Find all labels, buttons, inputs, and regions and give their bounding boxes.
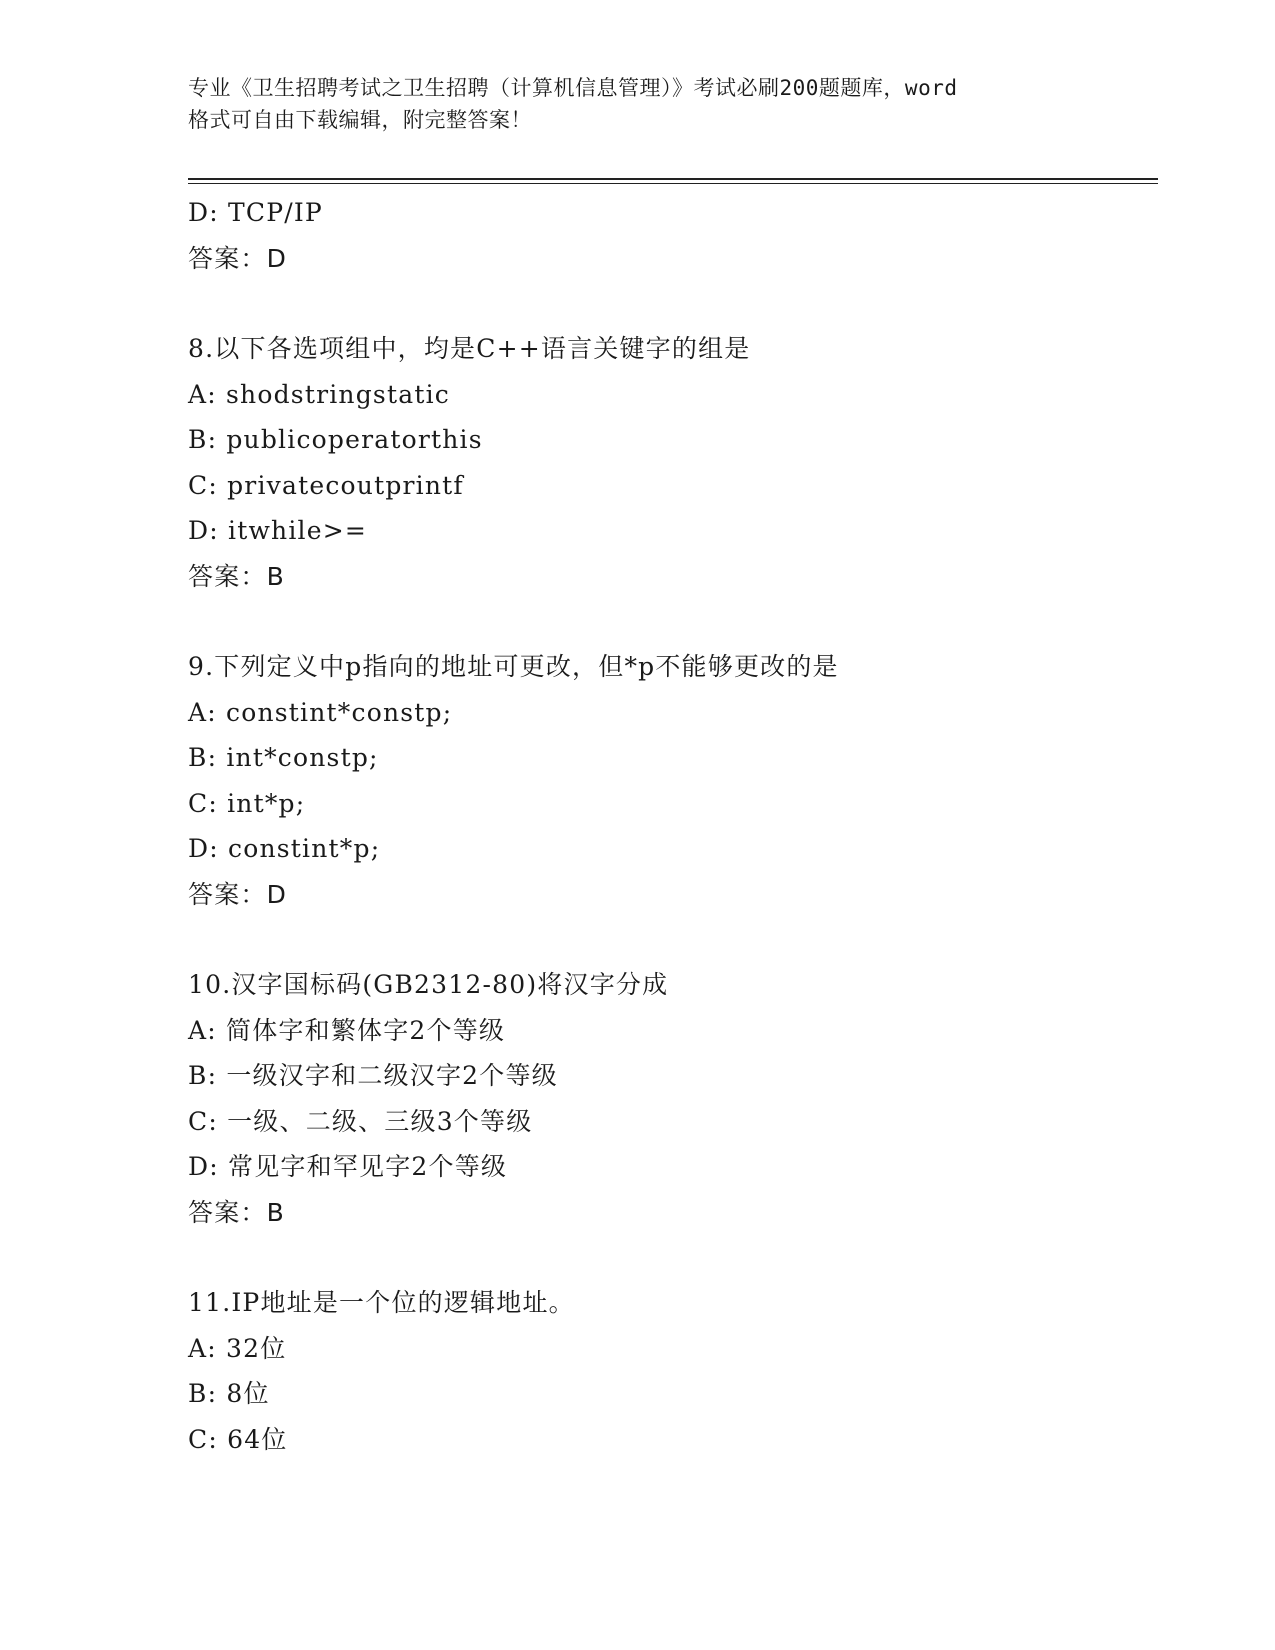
option-d: D: itwhile>= [188,516,368,545]
answer-line: 答案：B [188,561,285,591]
question-block-8 [188,326,1158,599]
answer-line: 答案：B [188,1197,285,1227]
header-line-1: 专业《卫生招聘考试之卫生招聘（计算机信息管理）》考试必刷200题题库，word [188,76,958,100]
question-text: 11.IP地址是一个位的逻辑地址。 [188,1288,575,1317]
question-block-9 [188,644,1158,917]
question-text: 9.下列定义中p指向的地址可更改，但*p不能够更改的是 [188,652,839,681]
option-c: C: 一级、二级、三级3个等级 [188,1106,533,1136]
document-header [188,72,1088,136]
option-b: B: 一级汉字和二级汉字2个等级 [188,1061,558,1090]
question-text: 10.汉字国标码(GB2312-80)将汉字分成 [188,970,669,999]
option-a: A: shodstringstatic [188,379,450,409]
header-divider-thick [188,178,1158,180]
option-c: C: privatecoutprintf [188,470,464,500]
option-d: D: constint*p; [188,834,381,863]
question-block-7 [188,190,1158,281]
option-b: B: publicoperatorthis [188,425,483,454]
question-list [188,190,1158,1462]
option-a: A: 简体字和繁体字2个等级 [188,1015,506,1045]
option-d: D: TCP/IP [188,198,323,227]
option-c: C: int*p; [188,788,306,818]
answer-line: 答案：D [188,243,288,273]
answer-line: 答案：D [188,879,288,909]
question-block-11 [188,1280,1158,1462]
header-line-2: 格式可自由下载编辑，附完整答案！ [188,108,532,132]
option-b: B: 8位 [188,1379,270,1408]
header-divider-thin [188,183,1158,184]
question-block-10 [188,962,1158,1235]
option-a: A: 32位 [188,1333,287,1363]
question-text: 8.以下各选项组中，均是C++语言关键字的组是 [188,334,751,363]
option-a: A: constint*constp; [188,697,453,727]
option-d: D: 常见字和罕见字2个等级 [188,1152,508,1181]
option-c: C: 64位 [188,1424,288,1454]
option-b: B: int*constp; [188,743,379,772]
